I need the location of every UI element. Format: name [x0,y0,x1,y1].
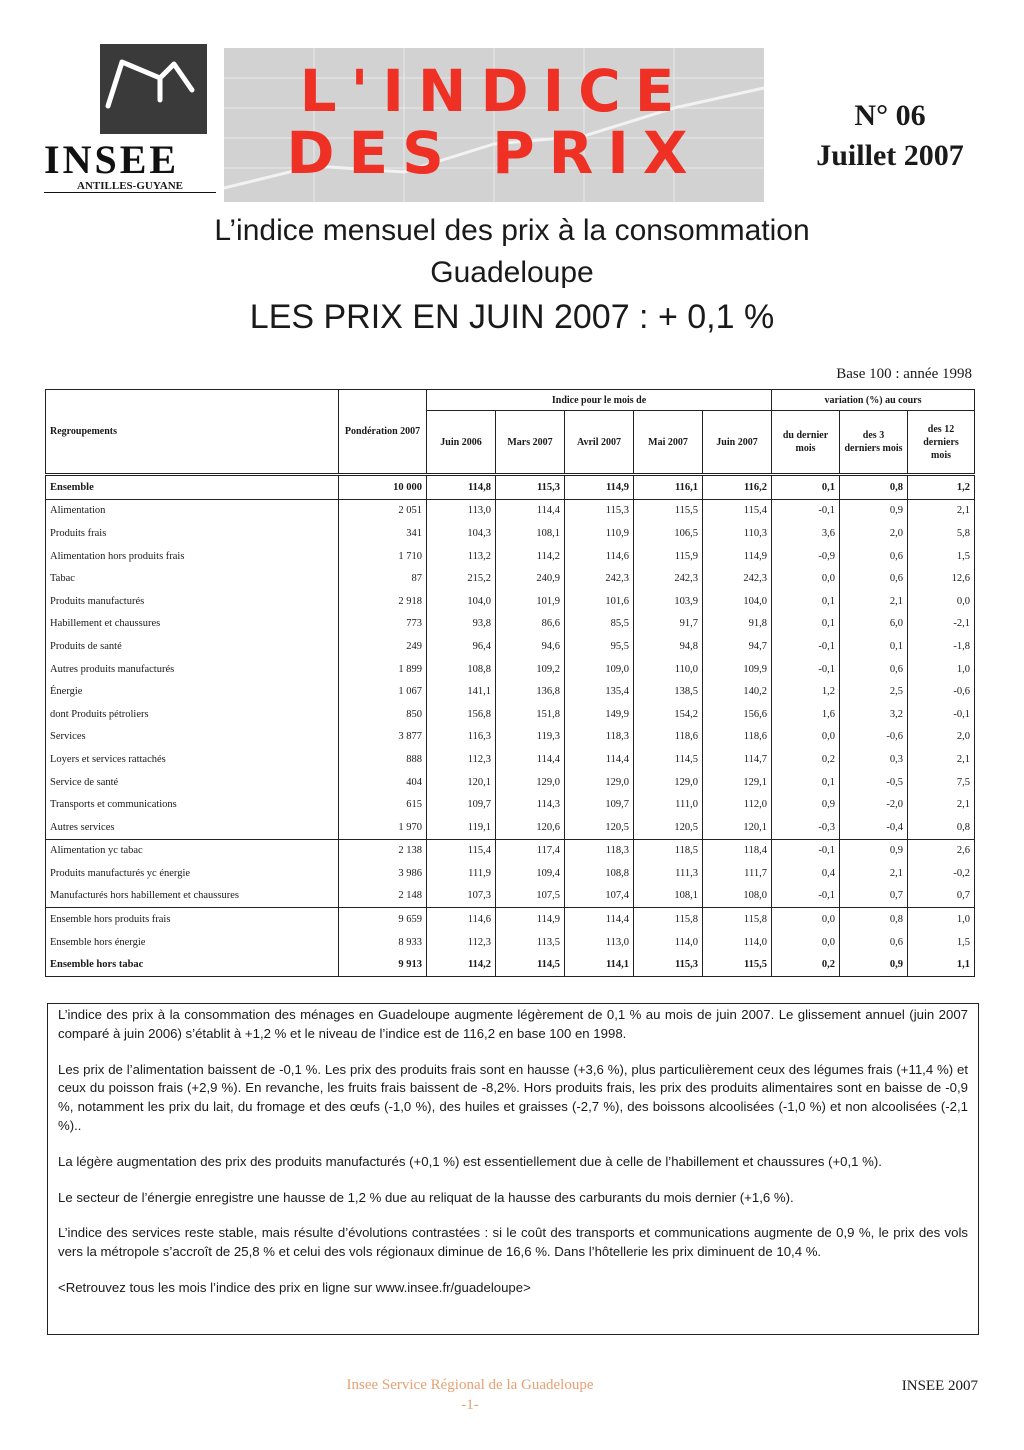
header-variation: des 12 derniers mois [908,411,975,475]
row-index-value: 109,7 [427,793,496,816]
row-index-value: 115,5 [703,953,772,976]
row-index-value: 109,7 [565,793,634,816]
row-label: Autres produits manufacturés [46,658,339,681]
row-label: Habillement et chaussures [46,613,339,636]
table-body [46,475,975,977]
row-variation-value: -0,5 [840,771,908,794]
table-row [46,658,975,681]
row-variation-value: 2,0 [908,726,975,749]
row-ponderation: 9 659 [339,908,427,931]
row-index-value: 138,5 [634,680,703,703]
row-index-value: 114,2 [427,953,496,976]
row-variation-value: 1,2 [772,680,840,703]
row-label: Transports et communications [46,793,339,816]
table-row [46,908,975,931]
row-label: Service de santé [46,771,339,794]
row-label: Alimentation [46,499,339,522]
row-index-value: 114,9 [565,475,634,500]
row-index-value: 115,3 [634,953,703,976]
row-variation-value: 1,1 [908,953,975,976]
row-index-value: 91,7 [634,613,703,636]
row-index-value: 108,0 [703,885,772,908]
doc-title: L’indice mensuel des prix à la consommation [214,214,810,247]
row-index-value: 149,9 [565,703,634,726]
row-variation-value: 1,6 [772,703,840,726]
row-label: Manufacturés hors habillement et chaussures [46,885,339,908]
insee-logo-mark [100,44,207,134]
row-index-value: 94,7 [703,635,772,658]
row-ponderation: 1 710 [339,545,427,568]
row-variation-value: -0,3 [772,816,840,839]
row-variation-value: 0,9 [772,793,840,816]
row-label: Produits frais [46,522,339,545]
row-index-value: 118,6 [703,726,772,749]
table-row [46,680,975,703]
row-index-value: 93,8 [427,613,496,636]
row-index-value: 104,0 [703,590,772,613]
row-index-value: 108,1 [634,885,703,908]
row-index-value: 110,0 [634,658,703,681]
row-index-value: 113,2 [427,545,496,568]
row-index-value: 111,7 [703,862,772,885]
row-index-value: 107,5 [496,885,565,908]
row-index-value: 114,9 [496,908,565,931]
row-variation-value: 7,5 [908,771,975,794]
row-index-value: 114,6 [427,908,496,931]
row-index-value: 116,1 [634,475,703,500]
row-variation-value: 0,6 [840,931,908,954]
copyright: INSEE 2007 [901,1378,978,1394]
row-index-value: 119,1 [427,816,496,839]
row-index-value: 109,0 [565,658,634,681]
row-variation-value: 0,7 [908,885,975,908]
row-ponderation: 341 [339,522,427,545]
header-ponderation: Pondération 2007 [339,390,427,475]
row-index-value: 114,8 [427,475,496,500]
row-index-value: 120,6 [496,816,565,839]
row-index-value: 129,1 [703,771,772,794]
row-ponderation: 10 000 [339,475,427,500]
commentary-paragraph: La légère augmentation des prix des produits manufacturés (+0,1 %) est essentiellement due à celle de l’habillement et chaussures (+0,1 %). [58,1153,882,1169]
row-variation-value: -0,2 [908,862,975,885]
row-variation-value: 0,6 [840,567,908,590]
row-variation-value: 0,8 [840,475,908,500]
header-month: Mars 2007 [496,411,565,475]
row-index-value: 112,3 [427,748,496,771]
row-index-value: 115,3 [565,499,634,522]
row-variation-value: 0,9 [840,953,908,976]
row-label: Énergie [46,680,339,703]
row-index-value: 94,8 [634,635,703,658]
doc-headline: LES PRIX EN JUIN 2007 : + 0,1 % [249,298,775,336]
commentary-paragraph: L’indice des prix à la consommation des ménages en Guadeloupe augmente légèrement de 0,1 % au mois de juin 2007. Le glissement annuel (juin 2007 comparé à juin 2006) s’établit à +1,2 % et le niveau de l’indice est de 116,2 en base 100 en 1998. [58,1007,968,1041]
row-variation-value: 0,1 [772,613,840,636]
row-variation-value: 0,0 [908,590,975,613]
insee-logo-text: INSEE [44,137,180,182]
table-row [46,567,975,590]
row-variation-value: 0,1 [772,590,840,613]
banner-title-line1: L'INDICE [299,57,689,125]
row-variation-value: -2,1 [908,613,975,636]
table-row [46,931,975,954]
commentary-paragraph: Le secteur de l’énergie enregistre une hausse de 1,2 % due au reliquat de la hausse des carburants du mois dernier (+1,6 %). [58,1189,794,1205]
row-index-value: 116,3 [427,726,496,749]
row-index-value: 113,5 [496,931,565,954]
issue-info [790,96,990,176]
row-index-value: 129,0 [634,771,703,794]
row-label: Autres services [46,816,339,839]
doc-region: Guadeloupe [430,256,594,289]
row-variation-value: 3,2 [840,703,908,726]
row-index-value: 96,4 [427,635,496,658]
row-index-value: 114,4 [565,908,634,931]
table-row [46,545,975,568]
row-variation-value: 0,8 [840,908,908,931]
row-index-value: 109,2 [496,658,565,681]
row-label: Alimentation yc tabac [46,839,339,862]
row-ponderation: 773 [339,613,427,636]
row-index-value: 114,5 [634,748,703,771]
row-variation-value: 0,6 [840,658,908,681]
row-variation-value: -1,8 [908,635,975,658]
row-index-value: 215,2 [427,567,496,590]
row-ponderation: 850 [339,703,427,726]
row-variation-value: 0,0 [772,567,840,590]
row-variation-value: -2,0 [840,793,908,816]
row-index-value: 108,1 [496,522,565,545]
row-variation-value: 0,3 [840,748,908,771]
row-variation-value: 2,1 [840,590,908,613]
row-label: Produits de santé [46,635,339,658]
row-index-value: 114,5 [496,953,565,976]
row-index-value: 110,9 [565,522,634,545]
row-index-value: 120,1 [703,816,772,839]
row-label: dont Produits pétroliers [46,703,339,726]
footer-service-name: Insee Service Régional de la Guadeloupe [346,1377,594,1393]
row-variation-value: 0,2 [772,953,840,976]
row-label: Tabac [46,567,339,590]
row-index-value: 115,5 [634,499,703,522]
row-index-value: 140,2 [703,680,772,703]
row-index-value: 118,4 [703,839,772,862]
row-index-value: 95,5 [565,635,634,658]
row-index-value: 242,3 [634,567,703,590]
row-label: Alimentation hors produits frais [46,545,339,568]
row-index-value: 242,3 [565,567,634,590]
row-ponderation: 3 877 [339,726,427,749]
row-index-value: 156,8 [427,703,496,726]
row-index-value: 114,4 [565,748,634,771]
row-variation-value: 0,4 [772,862,840,885]
row-label: Services [46,726,339,749]
row-ponderation: 3 986 [339,862,427,885]
commentary-paragraph: L’indice des services reste stable, mais résulte d’évolutions contrastées : si le coût des transports et communications augmente de 0,9 %, le prix des vols vers la métropole s’accroît de 25,8 % et celui des vols régionaux diminue de 16,6 %. Dans l’hôtellerie les prix diminuent de 10,4 %. [58,1225,968,1260]
table-row [46,816,975,839]
row-variation-value: 0,6 [840,545,908,568]
row-variation-value: 0,2 [772,748,840,771]
row-ponderation: 2 138 [339,839,427,862]
row-variation-value: 0,1 [772,771,840,794]
row-ponderation: 1 067 [339,680,427,703]
row-variation-value: 0,9 [840,499,908,522]
row-variation-value: 1,5 [908,931,975,954]
header-variation-group: variation (%) au cours [772,390,975,411]
row-index-value: 118,6 [634,726,703,749]
commentary-box [47,1003,979,1335]
row-index-value: 129,0 [565,771,634,794]
row-index-value: 114,6 [565,545,634,568]
row-index-value: 107,4 [565,885,634,908]
row-index-value: 114,4 [496,748,565,771]
row-index-value: 109,9 [703,658,772,681]
issue-date: Juillet 2007 [816,139,964,172]
row-index-value: 103,9 [634,590,703,613]
row-ponderation: 1 899 [339,658,427,681]
table-row [46,748,975,771]
row-variation-value: 2,5 [840,680,908,703]
row-variation-value: 1,0 [908,658,975,681]
base-note: Base 100 : année 1998 [836,366,972,382]
row-label: Ensemble hors énergie [46,931,339,954]
row-index-value: 129,0 [496,771,565,794]
table-row [46,703,975,726]
row-ponderation: 8 933 [339,931,427,954]
row-variation-value: -0,4 [840,816,908,839]
row-variation-value: 2,0 [840,522,908,545]
row-label: Ensemble hors tabac [46,953,339,976]
row-variation-value: 6,0 [840,613,908,636]
row-ponderation: 1 970 [339,816,427,839]
row-ponderation: 2 051 [339,499,427,522]
row-index-value: 114,0 [634,931,703,954]
row-variation-value: -0,1 [772,885,840,908]
row-variation-value: 2,1 [908,793,975,816]
row-index-value: 85,5 [565,613,634,636]
row-variation-value: 0,9 [840,839,908,862]
table-row [46,885,975,908]
row-index-value: 112,0 [703,793,772,816]
row-index-value: 118,5 [634,839,703,862]
row-index-value: 114,3 [496,793,565,816]
row-ponderation: 404 [339,771,427,794]
row-index-value: 117,4 [496,839,565,862]
row-variation-value: 1,5 [908,545,975,568]
row-index-value: 115,3 [496,475,565,500]
row-ponderation: 2 918 [339,590,427,613]
row-index-value: 114,1 [565,953,634,976]
row-variation-value: -0,1 [772,839,840,862]
table-row [46,475,975,500]
row-ponderation: 888 [339,748,427,771]
row-variation-value: -0,1 [772,658,840,681]
row-index-value: 101,9 [496,590,565,613]
row-ponderation: 249 [339,635,427,658]
issue-number: N° 06 [854,99,926,132]
table-row [46,499,975,522]
row-index-value: 108,8 [565,862,634,885]
row-variation-value: 12,6 [908,567,975,590]
price-index-table [45,389,975,977]
row-label: Produits manufacturés [46,590,339,613]
online-link-note[interactable]: <Retrouvez tous les mois l’indice des prix en ligne sur www.insee.fr/guadeloupe> [58,1279,531,1295]
header-month: Juin 2006 [427,411,496,475]
row-variation-value: 0,0 [772,908,840,931]
row-variation-value: 2,1 [908,499,975,522]
row-variation-value: 0,0 [772,726,840,749]
row-variation-value: 2,1 [840,862,908,885]
row-index-value: 115,4 [703,499,772,522]
row-index-value: 114,4 [496,499,565,522]
header-month: Avril 2007 [565,411,634,475]
row-index-value: 135,4 [565,680,634,703]
table-row [46,839,975,862]
row-ponderation: 615 [339,793,427,816]
row-index-value: 111,9 [427,862,496,885]
row-variation-value: 0,1 [840,635,908,658]
row-index-value: 112,3 [427,931,496,954]
row-variation-value: 3,6 [772,522,840,545]
row-index-value: 108,8 [427,658,496,681]
row-index-value: 115,8 [703,908,772,931]
row-index-value: 115,9 [634,545,703,568]
row-variation-value: -0,1 [772,499,840,522]
insee-logo-subtitle: ANTILLES-GUYANE [44,180,216,193]
row-variation-value: 5,8 [908,522,975,545]
table-row [46,522,975,545]
row-index-value: 104,3 [427,522,496,545]
row-index-value: 114,0 [703,931,772,954]
table-row [46,613,975,636]
commentary-paragraph: Les prix de l’alimentation baissent de -0,1 %. Les prix des produits frais sont en hausse (+3,6 %), plus particulièrement ceux des légumes frais (+11,4 %) et ceux du poisson frais (+2,9 %). En revanche, les fruits frais baissent de -8,2%. Hors produits frais, les prix des produits alimentaires sont en baisse de -0,9 %, notamment les prix du lait, du fromage et des œufs (-1,0 %), des huiles et graisses (-2,7 %), des boissons alcoolisées (-1,0 %) et non alcoolisées (-2,1 %).. [58,1061,968,1133]
header-month: Mai 2007 [634,411,703,475]
row-ponderation: 2 148 [339,885,427,908]
row-label: Ensemble [46,475,339,500]
row-variation-value: 0,7 [840,885,908,908]
row-variation-value: 1,2 [908,475,975,500]
row-variation-value: -0,1 [772,635,840,658]
row-index-value: 118,3 [565,839,634,862]
row-variation-value: 2,6 [908,839,975,862]
row-ponderation: 9 913 [339,953,427,976]
page-number: -1- [461,1397,479,1413]
header-variation: du dernier mois [772,411,840,475]
row-index-value: 114,2 [496,545,565,568]
row-index-value: 111,0 [634,793,703,816]
row-variation-value: -0,6 [840,726,908,749]
row-variation-value: 0,1 [772,475,840,500]
row-ponderation: 87 [339,567,427,590]
row-variation-value: 0,8 [908,816,975,839]
row-index-value: 94,6 [496,635,565,658]
row-variation-value: 2,1 [908,748,975,771]
row-label: Ensemble hors produits frais [46,908,339,931]
row-index-value: 119,3 [496,726,565,749]
row-index-value: 113,0 [427,499,496,522]
header-variation: des 3 derniers mois [840,411,908,475]
row-variation-value: -0,9 [772,545,840,568]
table-row [46,771,975,794]
row-index-value: 86,6 [496,613,565,636]
row-index-value: 91,8 [703,613,772,636]
banner-title-line2: DES PRIX [286,119,702,187]
row-label: Produits manufacturés yc énergie [46,862,339,885]
row-index-value: 141,1 [427,680,496,703]
row-index-value: 151,8 [496,703,565,726]
header-indice-group: Indice pour le mois de [427,390,772,411]
row-index-value: 116,2 [703,475,772,500]
row-index-value: 118,3 [565,726,634,749]
row-variation-value: -0,1 [908,703,975,726]
header-month: Juin 2007 [703,411,772,475]
row-index-value: 107,3 [427,885,496,908]
row-variation-value: 1,0 [908,908,975,931]
row-index-value: 109,4 [496,862,565,885]
table-row [46,635,975,658]
row-index-value: 136,8 [496,680,565,703]
row-index-value: 114,9 [703,545,772,568]
table-row [46,953,975,976]
row-variation-value: -0,6 [908,680,975,703]
row-index-value: 115,4 [427,839,496,862]
title-banner [224,48,764,202]
row-index-value: 120,1 [427,771,496,794]
row-index-value: 242,3 [703,567,772,590]
row-index-value: 156,6 [703,703,772,726]
row-variation-value: 0,0 [772,931,840,954]
row-index-value: 115,8 [634,908,703,931]
table-row [46,793,975,816]
table-row [46,726,975,749]
table-row [46,862,975,885]
row-index-value: 120,5 [565,816,634,839]
row-index-value: 111,3 [634,862,703,885]
row-index-value: 240,9 [496,567,565,590]
row-index-value: 104,0 [427,590,496,613]
row-index-value: 110,3 [703,522,772,545]
table-row [46,590,975,613]
footer-service [280,1375,660,1415]
row-index-value: 101,6 [565,590,634,613]
row-index-value: 114,7 [703,748,772,771]
header-regroupements: Regroupements [46,390,339,475]
row-index-value: 113,0 [565,931,634,954]
row-label: Loyers et services rattachés [46,748,339,771]
row-index-value: 106,5 [634,522,703,545]
row-index-value: 120,5 [634,816,703,839]
row-index-value: 154,2 [634,703,703,726]
